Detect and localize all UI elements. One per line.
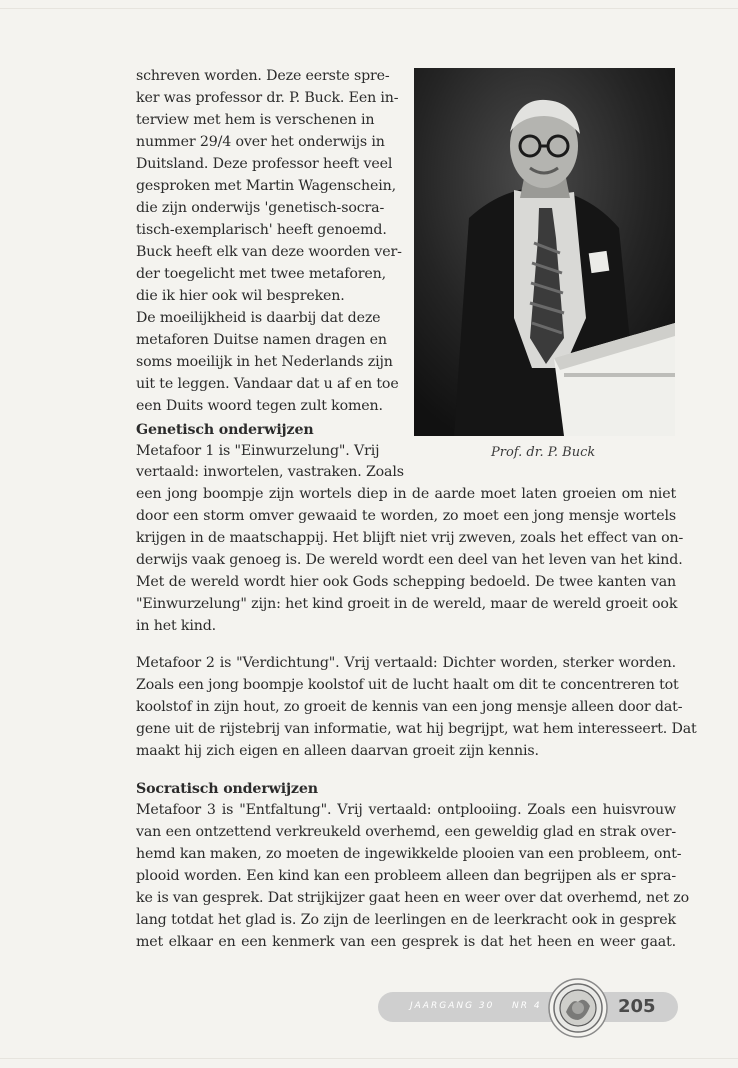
text-line: tisch-exemplarisch' heeft genoemd. (136, 222, 387, 238)
text-line: plooid worden. Een kind kan een probleem alleen dan begrijpen als er spra- (136, 868, 676, 884)
text-line: een Duits woord tegen zult komen. (136, 398, 383, 414)
footer-volume: JAARGANG 30 (410, 1001, 495, 1011)
text-line: nummer 29/4 over het onderwijs in (136, 134, 385, 150)
portrait-photo (414, 68, 675, 436)
text-line: hemd kan maken, zo moeten de ingewikkelde plooien van een probleem, ont- (136, 846, 682, 862)
text-line: Metafoor 3 is "Entfaltung". Vrij vertaald: ontplooiing. Zoals een huisvrouw (136, 802, 676, 818)
text-line: De moeilijkheid is daarbij dat deze (136, 310, 381, 326)
text-line: soms moeilijk in het Nederlands zijn (136, 354, 393, 370)
text-line: een jong boompje zijn wortels diep in de aarde moet laten groeien om niet (136, 486, 676, 502)
page-number: 205 (618, 996, 656, 1017)
text-line: die ik hier ook wil bespreken. (136, 288, 345, 304)
text-line: ke is van gesprek. Dat strijkijzer gaat heen en weer over dat overhemd, net zo (136, 890, 689, 906)
portrait-photo-image (414, 68, 675, 436)
text-line: door een storm omver gewaaid te worden, zo moet een jong mensje wortels (136, 508, 676, 524)
section-heading-socratisch: Socratisch onderwijzen (136, 781, 318, 797)
text-line: Zoals een jong boompje koolstof uit de lucht haalt om dit te concentreren tot (136, 677, 679, 693)
text-line: gesproken met Martin Wagenschein, (136, 178, 396, 194)
text-line: uit te leggen. Vandaar dat u af en toe (136, 376, 399, 392)
text-line: der toegelicht met twee metaforen, (136, 266, 386, 282)
text-line: in het kind. (136, 618, 216, 634)
text-line: met elkaar en een kenmerk van een gesprek is dat het heen en weer gaat. (136, 934, 676, 950)
text-line: Metafoor 1 is "Einwurzelung". Vrij (136, 443, 380, 459)
text-line: terview met hem is verschenen in (136, 112, 375, 128)
text-line: derwijs vaak genoeg is. De wereld wordt een deel van het leven van het kind. (136, 552, 683, 568)
text-line: van een ontzettend verkreukeld overhemd, een geweldig glad en strak over- (136, 824, 676, 840)
photo-caption: Prof. dr. P. Buck (491, 445, 596, 460)
text-line: maakt hij zich eigen en alleen daarvan groeit zijn kennis. (136, 743, 539, 759)
text-line: vertaald: inwortelen, vastraken. Zoals (136, 464, 404, 480)
text-line: krijgen in de maatschappij. Het blijft niet vrij zweven, zoals het effect van on- (136, 530, 684, 546)
text-line: ker was professor dr. P. Buck. Een in- (136, 90, 399, 106)
text-line: koolstof in zijn hout, zo groeit de kennis van een jong mensje alleen door dat- (136, 699, 683, 715)
text-line: Metafoor 2 is "Verdichtung". Vrij vertaald: Dichter worden, sterker worden. (136, 655, 676, 671)
text-line: "Einwurzelung" zijn: het kind groeit in de wereld, maar de wereld groeit ook (136, 596, 678, 612)
text-line: gene uit de rijstebrij van informatie, wat hij begrijpt, wat hem interesseert. Dat (136, 721, 697, 737)
text-line: Duitsland. Deze professor heeft veel (136, 156, 393, 172)
text-line: die zijn onderwijs 'genetisch-socra- (136, 200, 385, 216)
text-line: metaforen Duitse namen dragen en (136, 332, 387, 348)
text-line: Met de wereld wordt hier ook Gods schepping bedoeld. De twee kanten van (136, 574, 676, 590)
top-edge-rule (0, 8, 738, 9)
journal-seal-icon (548, 978, 608, 1038)
text-line: lang totdat het glad is. Zo zijn de leerlingen en de leerkracht ook in gesprek (136, 912, 676, 928)
section-heading-genetisch: Genetisch onderwijzen (136, 422, 314, 438)
text-line: Buck heeft elk van deze woorden ver- (136, 244, 402, 260)
text-line: schreven worden. Deze eerste spre- (136, 68, 390, 84)
footer-issue: NR 4 (512, 1001, 542, 1011)
bottom-edge-rule (0, 1058, 738, 1059)
